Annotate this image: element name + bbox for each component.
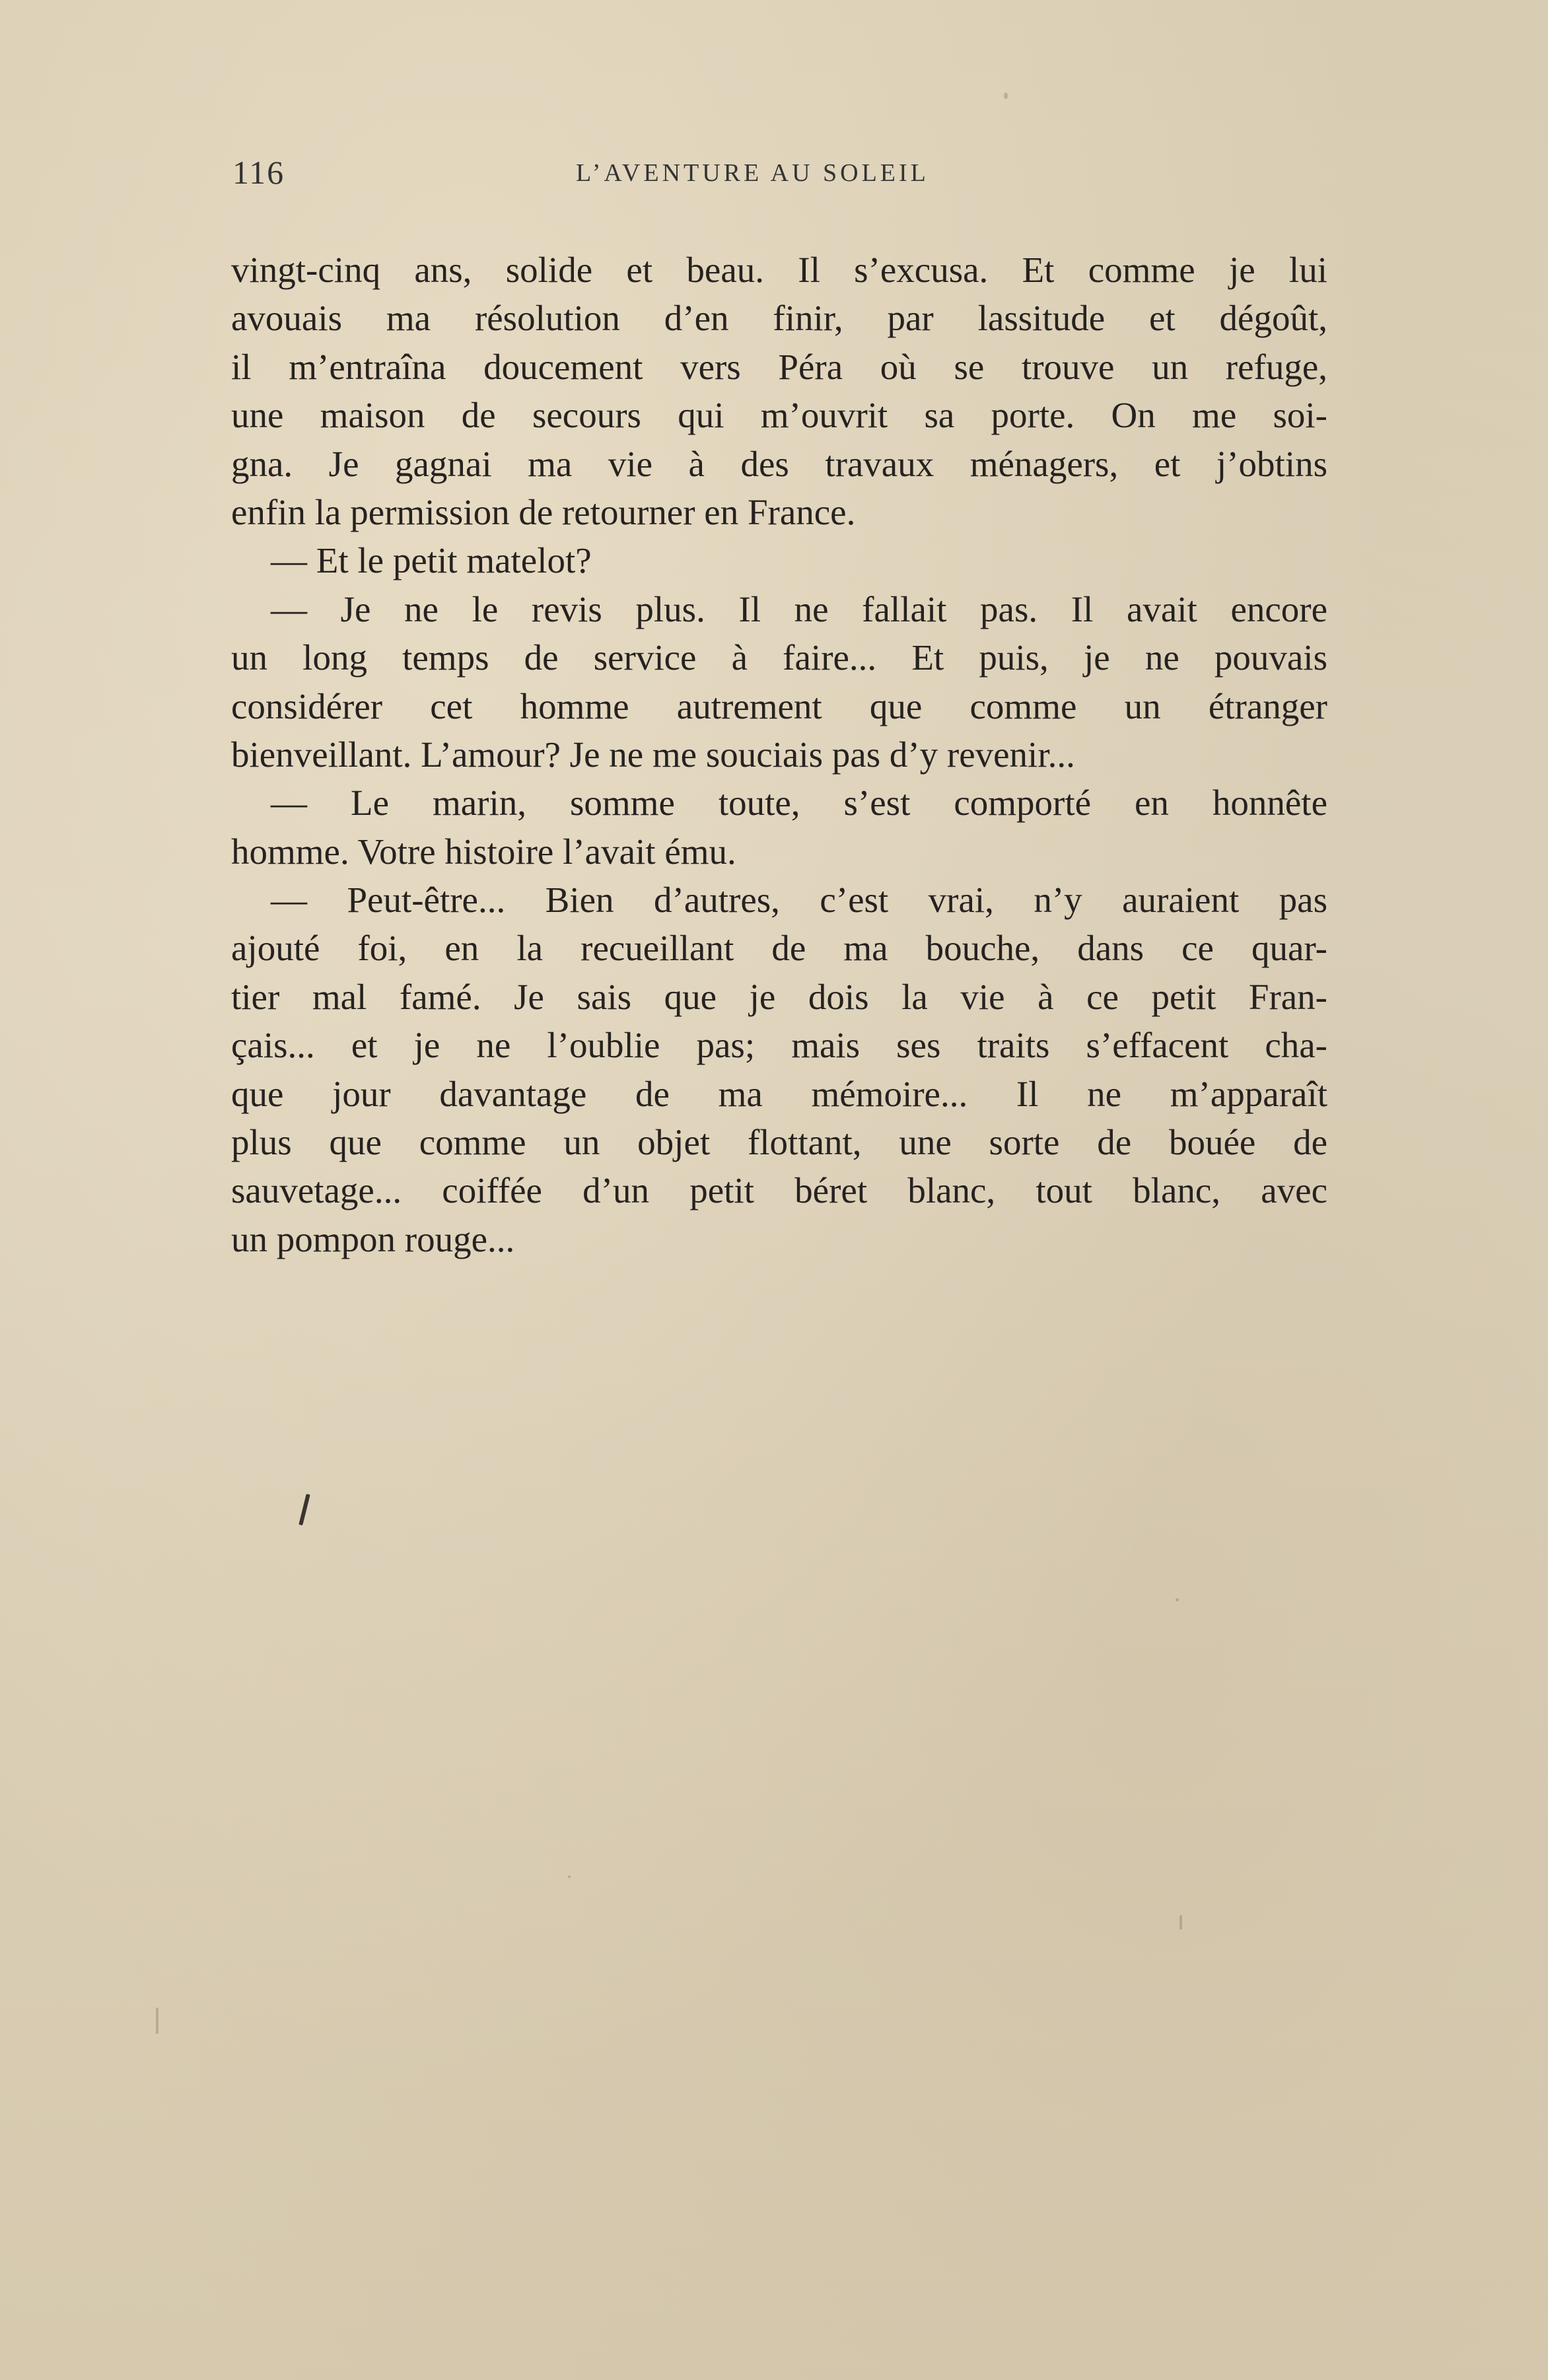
text-line: que jour davantage de ma mémoire... Il ne m’apparaît <box>231 1073 1327 1114</box>
text-line: homme. Votre histoire l’avait ému. <box>231 831 736 872</box>
text-line: çais... et je ne l’oublie pas; mais ses traits s’effacent cha- <box>231 1025 1327 1066</box>
text-line: sauvetage... coiffée d’un petit béret blanc, tout blanc, avec <box>231 1170 1327 1211</box>
page-header <box>232 153 1012 213</box>
body-text <box>231 246 1327 1263</box>
text-line: gna. Je gagnai ma vie à des travaux ménagers, et j’obtins <box>231 443 1327 484</box>
text-line: bienveillant. L’amour? Je ne me souciais pas d’y revenir... <box>231 734 1075 775</box>
paper-speck <box>156 2008 158 2034</box>
dialogue-line: — Peut-être... Bien d’autres, c’est vrai, n’y auraient pas <box>271 880 1327 921</box>
paper-speck <box>1176 1598 1179 1601</box>
paper-speck <box>1179 1915 1182 1930</box>
text-line: il m’entraîna doucement vers Péra où se trouve un refuge, <box>231 346 1327 387</box>
text-line: une maison de secours qui m’ouvrit sa porte. On me soi- <box>231 395 1327 436</box>
text-line: avouais ma résolution d’en finir, par lassitude et dégoût, <box>231 298 1327 339</box>
dialogue-line: — Je ne le revis plus. Il ne fallait pas. Il avait encore <box>271 588 1327 629</box>
text-line: ajouté foi, en la recueillant de ma bouche, dans ce quar- <box>231 928 1327 969</box>
text-line: un long temps de service à faire... Et puis, je ne pouvais <box>231 637 1327 678</box>
text-line: un pompon rouge... <box>231 1218 515 1259</box>
page-number: 116 <box>232 154 285 191</box>
paper-speck <box>568 1875 571 1878</box>
stray-pencil-mark <box>299 1494 310 1525</box>
text-line: enfin la permission de retourner en France. <box>231 491 856 532</box>
text-line: plus que comme un objet flottant, une sorte de bouée de <box>231 1122 1327 1163</box>
dialogue-line: — Et le petit matelot? <box>271 540 592 581</box>
text-line: tier mal famé. Je sais que je dois la vie à ce petit Fran- <box>231 976 1327 1017</box>
text-line: vingt-cinq ans, solide et beau. Il s’excusa. Et comme je lui <box>231 250 1327 290</box>
paper-speck <box>1004 92 1008 99</box>
dialogue-line: — Le marin, somme toute, s’est comporté en honnête <box>271 783 1327 823</box>
running-title: L’AVENTURE AU SOLEIL <box>576 159 929 187</box>
text-line: considérer cet homme autrement que comme un étranger <box>231 685 1327 726</box>
